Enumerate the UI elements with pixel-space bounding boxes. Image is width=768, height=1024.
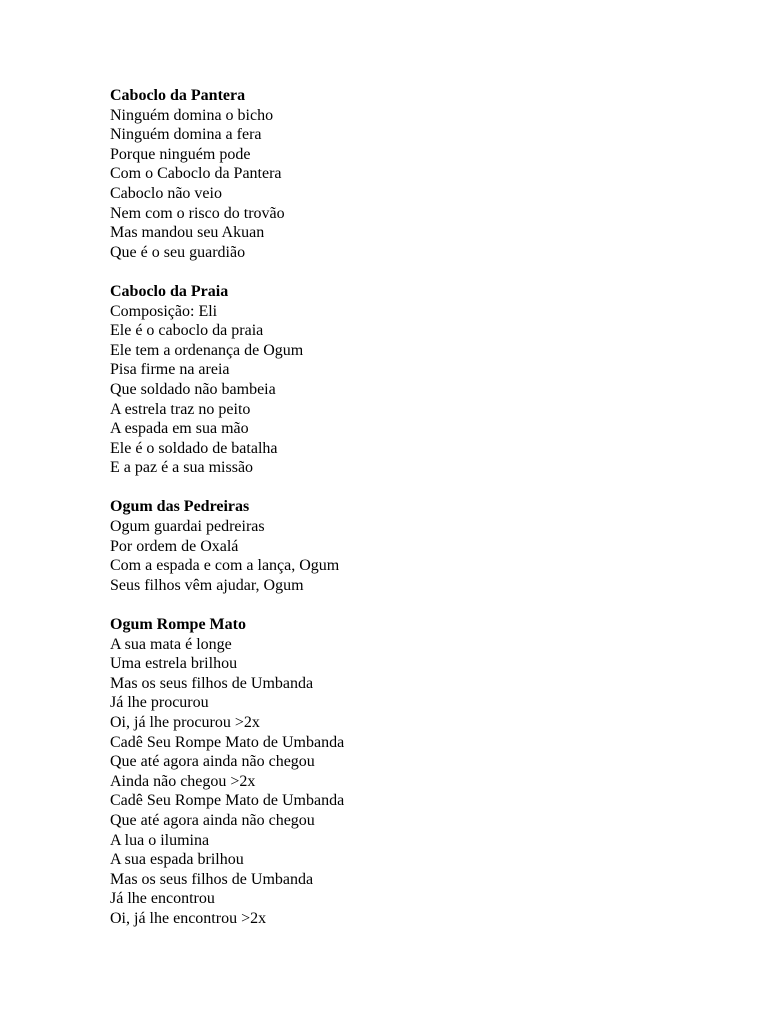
lyric-line: Que até agora ainda não chegou [110, 811, 315, 829]
lyric-line: Nem com o risco do trovão [110, 204, 285, 222]
lyric-line: Que soldado não bambeia [110, 380, 276, 398]
song-caboclo-da-pantera [110, 86, 710, 262]
lyric-line: A espada em sua mão [110, 420, 249, 438]
lyric-line: Já lhe procurou [110, 694, 209, 712]
lyric-line: Cadê Seu Rompe Mato de Umbanda [110, 792, 345, 810]
song-title: Caboclo da Pantera [110, 87, 246, 104]
lyric-line: Por ordem de Oxalá [110, 537, 239, 555]
lyric-line: Mas os seus filhos de Umbanda [110, 674, 314, 692]
song-title: Caboclo da Praia [110, 282, 229, 300]
lyric-line: Composição: Eli [110, 302, 218, 320]
lyric-line: E a paz é a sua missão [110, 459, 254, 477]
lyric-line: Pisa firme na areia [110, 361, 230, 379]
lyric-line: Ainda não chegou >2x [110, 772, 256, 790]
lyric-line: Mas os seus filhos de Umbanda [110, 870, 314, 888]
document-page [110, 86, 710, 948]
lyric-line: Ninguém domina a fera [110, 126, 262, 144]
lyric-line: Seus filhos vêm ajudar, Ogum [110, 576, 304, 594]
lyric-line: Oi, já lhe encontrou >2x [110, 909, 267, 927]
lyric-line: Ogum guardai pedreiras [110, 518, 265, 536]
lyric-line: Cadê Seu Rompe Mato de Umbanda [110, 733, 345, 751]
lyric-line: Que é o seu guardião [110, 243, 246, 261]
lyric-line: Ninguém domina o bicho [110, 106, 274, 124]
lyric-line: Ele é o caboclo da praia [110, 322, 264, 340]
lyric-line: Oi, já lhe procurou >2x [110, 714, 260, 731]
lyric-line: Que até agora ainda não chegou [110, 753, 315, 771]
lyric-line: Ele tem a ordenança de Ogum [110, 341, 304, 359]
lyric-line: Ele é o soldado de batalha [110, 439, 278, 457]
lyric-line: A lua o ilumina [110, 831, 210, 849]
lyric-line: Porque ninguém pode [110, 145, 251, 163]
lyric-line: Mas mandou seu Akuan [110, 224, 265, 242]
lyric-line: Uma estrela brilhou [110, 655, 238, 673]
song-title: Ogum das Pedreiras [110, 498, 250, 516]
song-title: Ogum Rompe Mato [110, 616, 246, 634]
song-ogum-das-pedreiras [110, 497, 710, 595]
lyric-line: A sua espada brilhou [110, 851, 244, 869]
song-caboclo-da-praia [110, 282, 710, 478]
lyric-line: Com a espada e com a lança, Ogum [110, 557, 340, 575]
lyric-line: A estrela traz no peito [110, 400, 251, 418]
song-ogum-rompe-mato [110, 615, 710, 929]
lyric-line: Caboclo não veio [110, 184, 222, 202]
lyric-line: Com o Caboclo da Pantera [110, 165, 282, 183]
lyric-line: A sua mata é longe [110, 635, 232, 653]
lyric-line: Já lhe encontrou [110, 890, 215, 908]
